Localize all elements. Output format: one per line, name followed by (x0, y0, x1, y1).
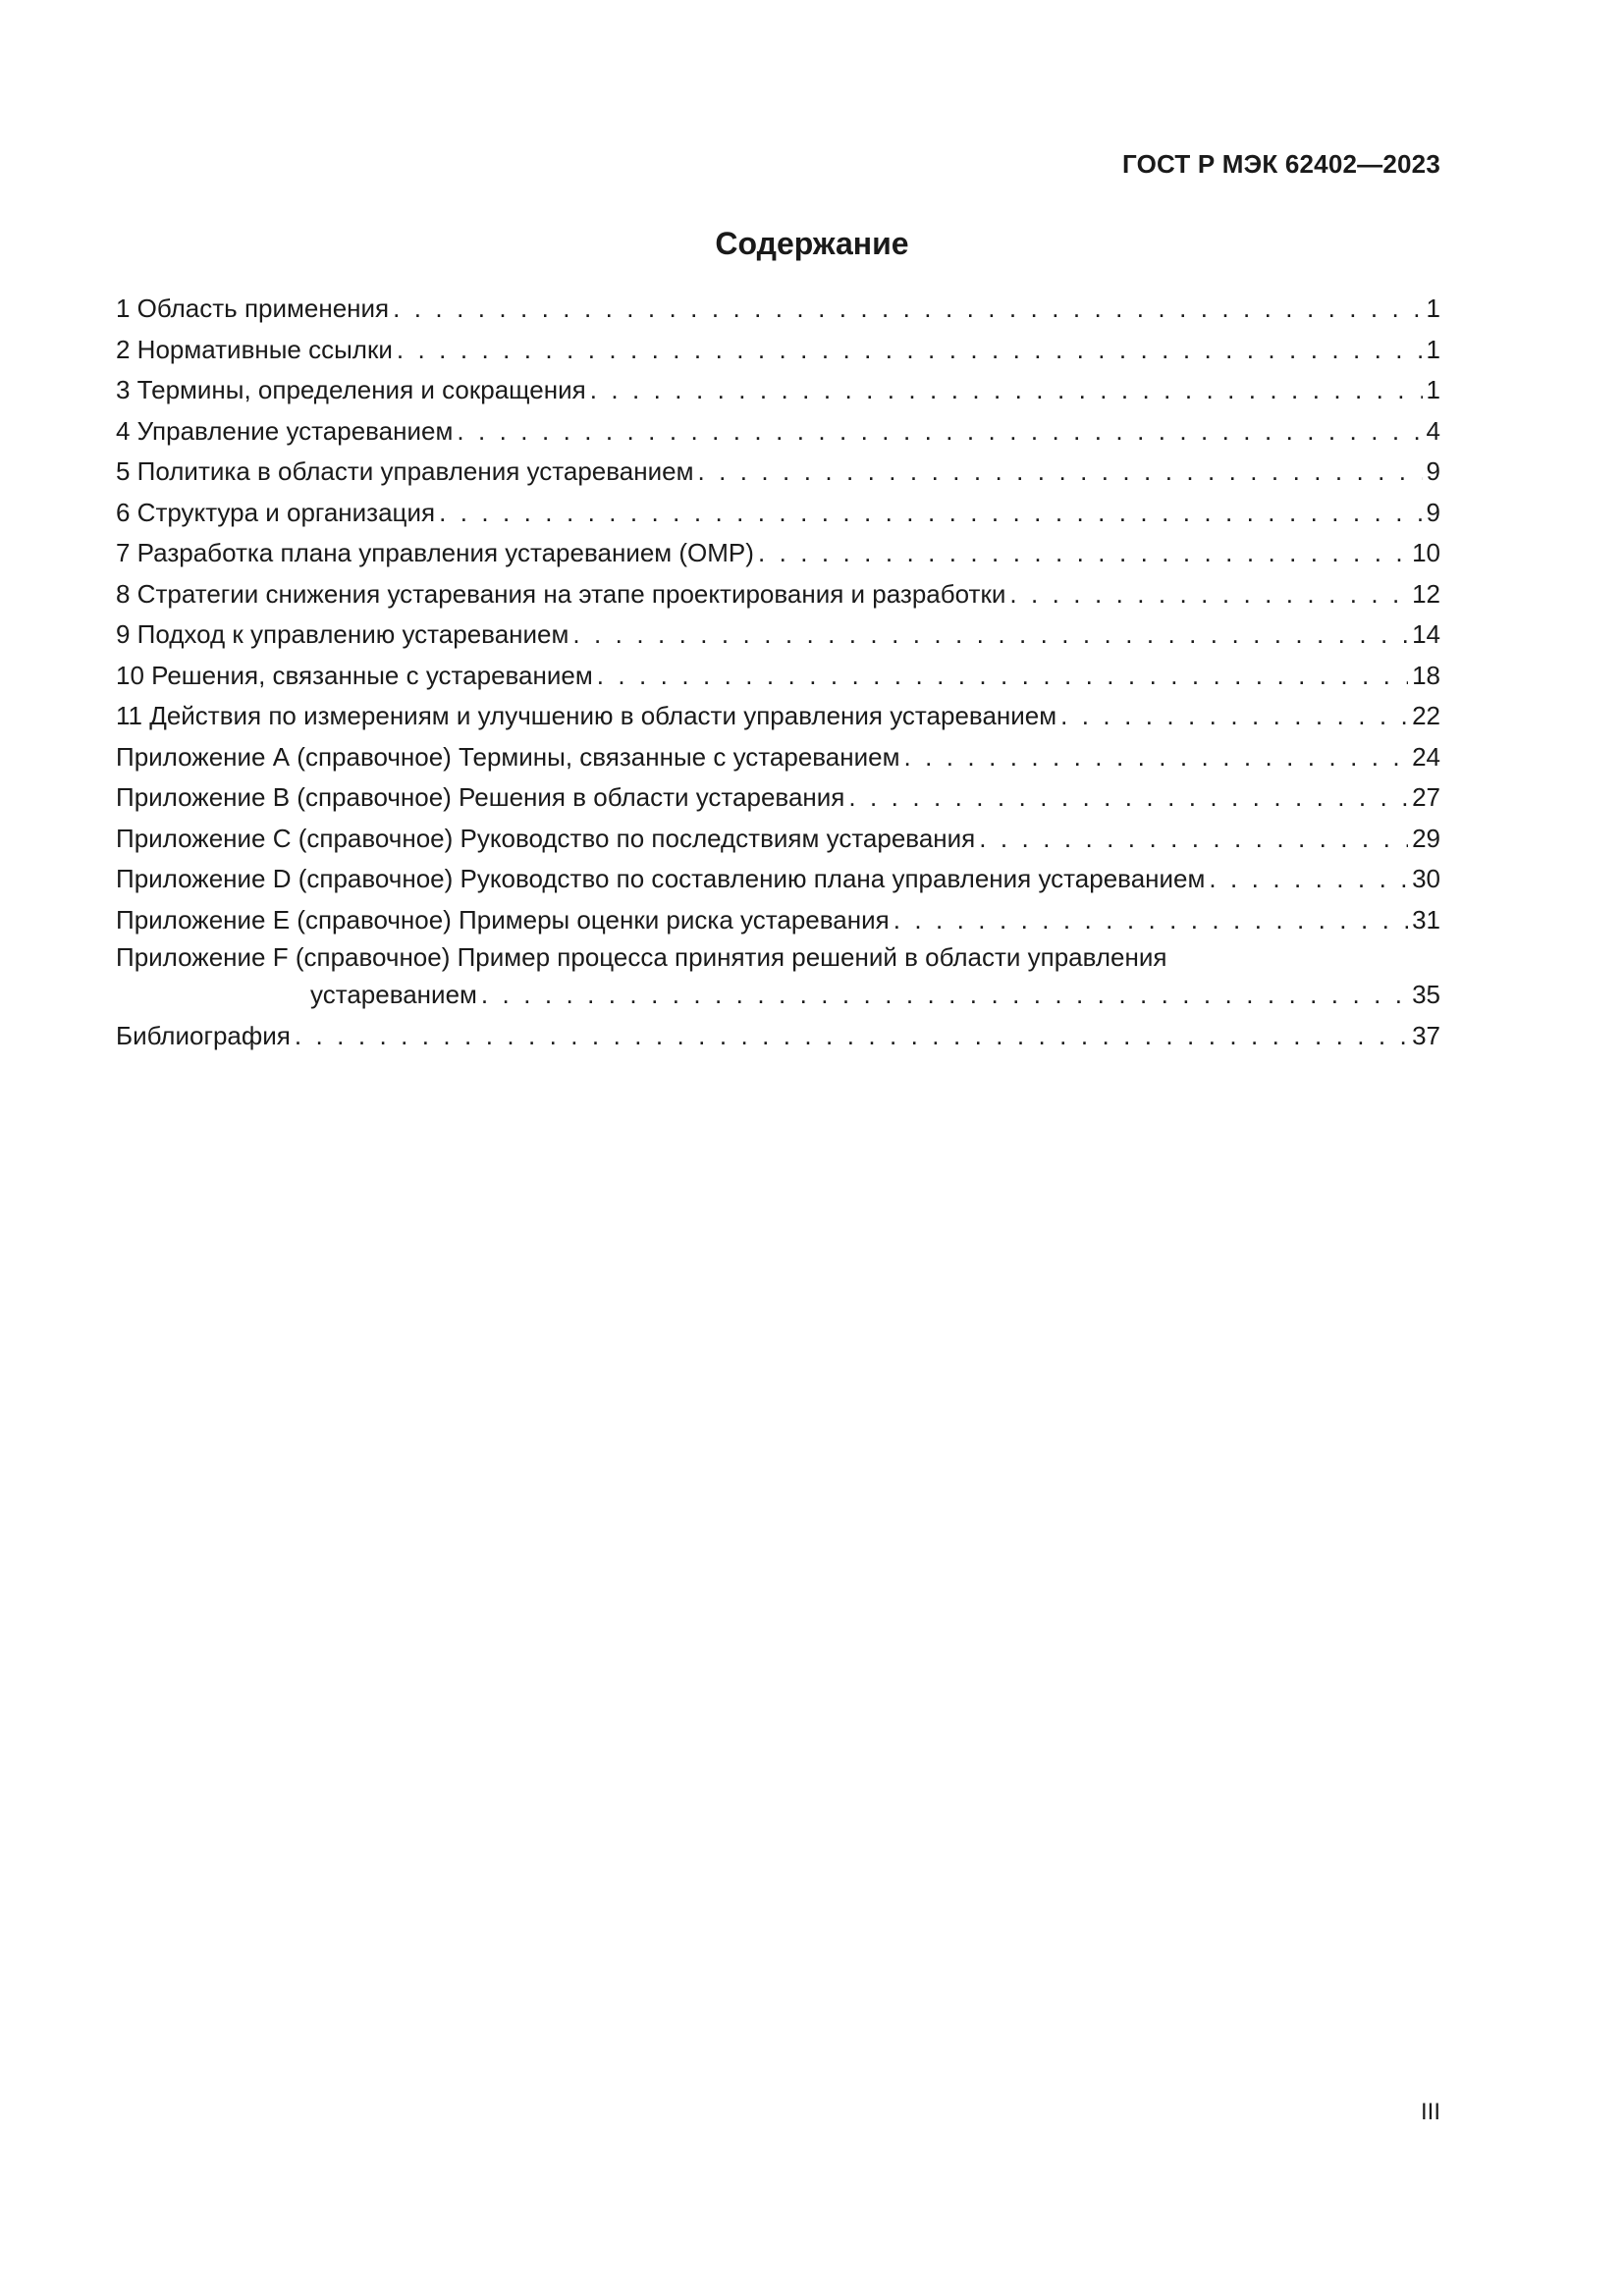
toc-entry[interactable] (116, 737, 1440, 778)
toc-entry-label: 4 Управление устареванием (116, 415, 454, 446)
toc-entry-page: 1 (1426, 375, 1440, 404)
toc-entry-label: 2 Нормативные ссылки (116, 334, 393, 364)
leader-dots (393, 289, 1422, 330)
toc-entry[interactable] (116, 614, 1440, 656)
document-code: ГОСТ Р МЭК 62402—2023 (1121, 149, 1440, 179)
leader-dots (397, 330, 1423, 371)
leader-dots (848, 777, 1408, 819)
leader-dots (1209, 859, 1408, 900)
leader-dots (979, 819, 1408, 860)
toc-entry[interactable] (116, 452, 1440, 493)
toc-entry-page: 29 (1412, 823, 1440, 853)
toc-entry[interactable] (116, 1016, 1440, 1057)
toc-entry-label: 7 Разработка плана управления устареванием (OMP) (116, 538, 754, 567)
toc-entry-label: 5 Политика в области управления устареванием (116, 456, 694, 486)
toc-entry-label: 3 Термины, определения и сокращения (116, 375, 586, 404)
leader-dots (597, 656, 1408, 697)
leader-dots (758, 533, 1408, 574)
toc-entry[interactable] (116, 900, 1440, 941)
toc-entry[interactable] (116, 533, 1440, 574)
toc-entry[interactable] (116, 493, 1440, 534)
leader-dots (572, 614, 1408, 656)
toc-entry-label: 11 Действия по измерениям и улучшению в области управления устареванием (116, 701, 1057, 730)
toc-entry-label: Приложение Е (справочное) Примеры оценки риска устаревания (116, 904, 890, 934)
toc-entry[interactable] (116, 330, 1440, 371)
toc-entry-page: 27 (1412, 782, 1440, 812)
toc-entry-page: 9 (1426, 456, 1440, 486)
toc-entry-continuation (116, 975, 1440, 1016)
leader-dots (903, 737, 1408, 778)
toc-entry-label-line1: Приложение F (справочное) Пример процесса принятия решений в области управления (116, 942, 1167, 972)
leader-dots (697, 452, 1422, 493)
leader-dots (590, 370, 1423, 411)
toc-entry-page: 37 (1412, 1020, 1440, 1050)
leader-dots (893, 900, 1408, 941)
toc-entry[interactable] (116, 411, 1440, 453)
toc-entry-page: 31 (1412, 904, 1440, 934)
toc-entry-page: 22 (1412, 701, 1440, 730)
page-number: III (1420, 2099, 1440, 2125)
leader-dots (439, 493, 1422, 534)
toc-entry-label: Библиография (116, 1020, 291, 1050)
toc-entry-page: 14 (1412, 619, 1440, 649)
toc-title: Содержание (715, 226, 909, 261)
toc-entry-page: 1 (1426, 334, 1440, 364)
leader-dots (295, 1016, 1408, 1057)
toc-entry-page: 30 (1412, 864, 1440, 893)
toc-entry[interactable] (116, 859, 1440, 900)
leader-dots (481, 975, 1408, 1016)
toc-entry-page: 1 (1426, 294, 1440, 323)
toc-entry-label: 9 Подход к управлению устареванием (116, 619, 569, 649)
toc-entry-page: 9 (1426, 497, 1440, 527)
toc-entry[interactable] (116, 370, 1440, 411)
toc-entry-page: 35 (1412, 980, 1440, 1009)
toc-entry-label: 10 Решения, связанные с устареванием (116, 660, 593, 690)
leader-dots (1009, 574, 1408, 615)
toc-entry[interactable] (116, 696, 1440, 737)
leader-dots (457, 411, 1422, 453)
toc-entry-page: 12 (1412, 578, 1440, 609)
toc-entry-label: 6 Структура и организация (116, 497, 436, 527)
toc-entry-label: 1 Область применения (116, 294, 390, 323)
toc-entry-label: 8 Стратегии снижения устаревания на этапе проектирования и разработки (116, 578, 1006, 609)
toc-entry-label: Приложение С (справочное) Руководство по последствиям устаревания (116, 823, 976, 853)
toc-entry-label: Приложение В (справочное) Решения в области устаревания (116, 782, 845, 812)
leader-dots (1060, 696, 1408, 737)
toc-entry-page: 10 (1412, 538, 1440, 567)
toc-entry-page: 4 (1426, 415, 1440, 446)
toc-entry-page: 18 (1412, 660, 1440, 690)
toc-entry[interactable] (116, 656, 1440, 697)
toc-entry-label: Приложение D (справочное) Руководство по составлению плана управления устареванием (116, 864, 1206, 893)
toc-entry[interactable] (116, 777, 1440, 819)
toc-entry-page: 24 (1412, 741, 1440, 772)
toc-entry[interactable] (116, 574, 1440, 615)
toc-entry[interactable] (116, 819, 1440, 860)
toc-entry[interactable] (116, 289, 1440, 330)
toc-entry-multiline[interactable] (116, 940, 1440, 1016)
toc-entry-label-line2: устареванием (310, 980, 477, 1009)
table-of-contents (116, 289, 1440, 1056)
toc-entry-label: Приложение А (справочное) Термины, связанные с устареванием (116, 741, 900, 772)
